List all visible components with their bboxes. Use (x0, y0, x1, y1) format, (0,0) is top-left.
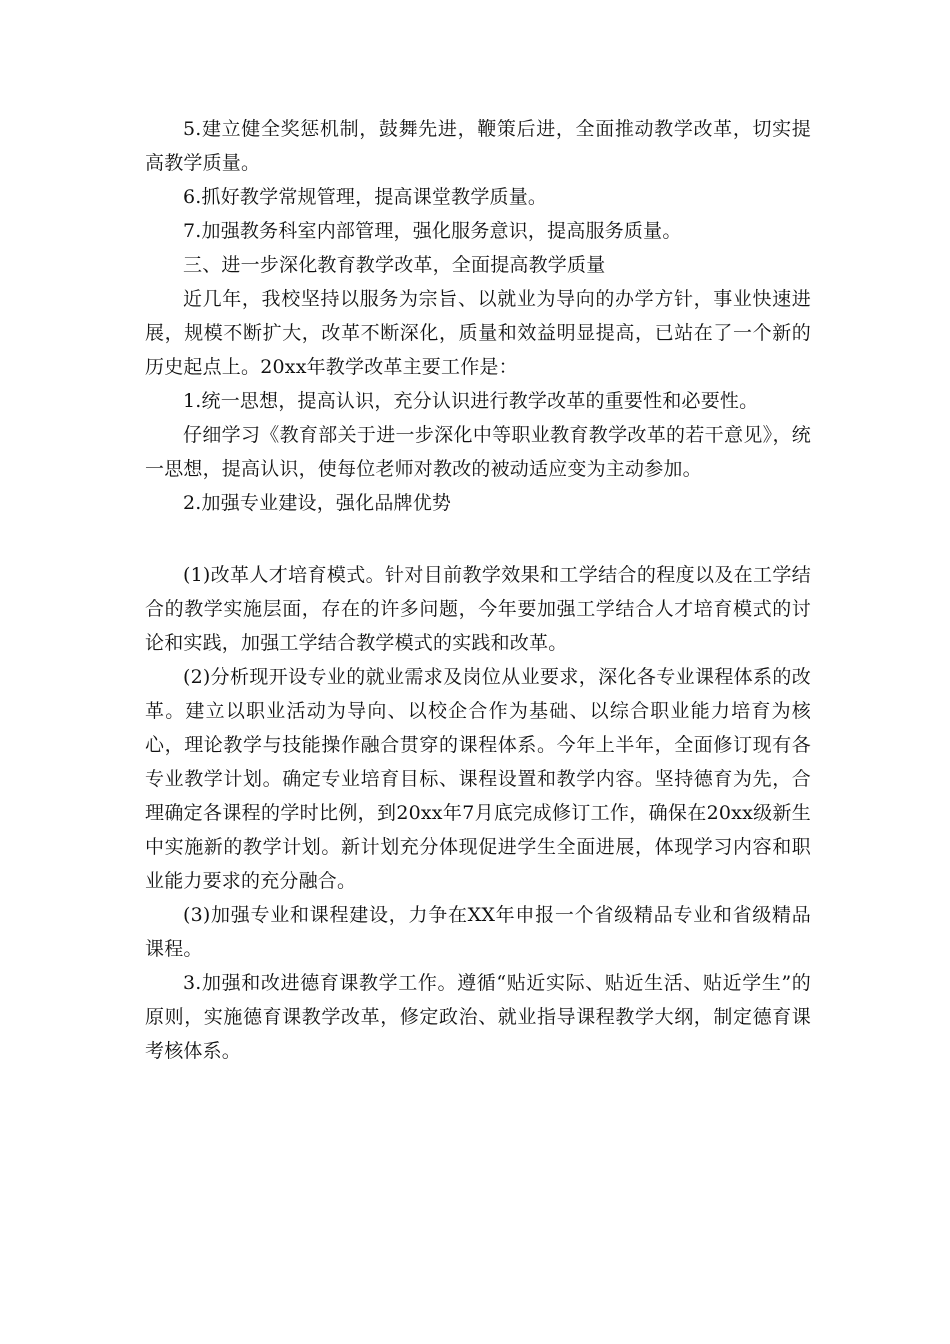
paragraph-teaching-routine: 6.抓好教学常规管理，提高课堂教学质量。 (183, 186, 548, 208)
blank-line (145, 520, 811, 558)
paragraph-talent-model: (1)改革人才培育模式。针对目前教学效果和工学结合的程度以及在工学结合的教学实施层面，存在的许多问题，今年要加强工学结合人才培育模式的讨论和实践，加强工学结合教学模式的实践和改革。 (145, 564, 811, 654)
paragraph-office-management: 7.加强教务科室内部管理，强化服务意识，提高服务质量。 (183, 220, 682, 242)
document-page (145, 112, 811, 1068)
paragraph-reward-mechanism: 5.建立健全奖惩机制，鼓舞先进，鞭策后进，全面推动教学改革，切实提高教学质量。 (145, 118, 811, 174)
paragraph-unify-thinking: 1.统一思想，提高认识，充分认识进行教学改革的重要性和必要性。 (183, 390, 759, 412)
paragraph-course-construction: (3)加强专业和课程建设，力争在XX年申报一个省级精品专业和省级精品课程。 (145, 904, 811, 960)
section-heading-reform: 三、进一步深化教育教学改革，全面提高教学质量 (183, 254, 606, 276)
paragraph-study-opinions: 仔细学习《教育部关于进一步深化中等职业教育教学改革的若干意见》，统一思想，提高认识，使每位老师对教改的被动适应变为主动参加。 (145, 424, 811, 480)
paragraph-curriculum-system: (2)分析现开设专业的就业需求及岗位从业要求，深化各专业课程体系的改革。建立以职业活动为导向、以校企合作为基础、以综合职业能力培育为核心，理论教学与技能操作融合贯穿的课程体系。今年上半年，全面修订现有各专业教学计划。确定专业培育目标、课程设置和教学内容。坚持德育为先，合理确定各课程的学时比例，到20xx年7月底完成修订工作，确保在20xx级新生中实施新的教学计划。新计划充分体现促进学生全面进展，体现学习内容和职业能力要求的充分融合。 (145, 666, 811, 892)
paragraph-specialty-construction: 2.加强专业建设，强化品牌优势 (183, 492, 452, 514)
paragraph-moral-education: 3.加强和改进德育课教学工作。遵循“贴近实际、贴近生活、贴近学生”的原则，实施德育课教学改革，修定政治、就业指导课程教学大纲，制定德育课考核体系。 (145, 972, 811, 1062)
paragraph-recent-years: 近几年，我校坚持以服务为宗旨、以就业为导向的办学方针，事业快速进展，规模不断扩大，改革不断深化，质量和效益明显提高，已站在了一个新的历史起点上。20xx年教学改革主要工作是： (145, 288, 811, 378)
